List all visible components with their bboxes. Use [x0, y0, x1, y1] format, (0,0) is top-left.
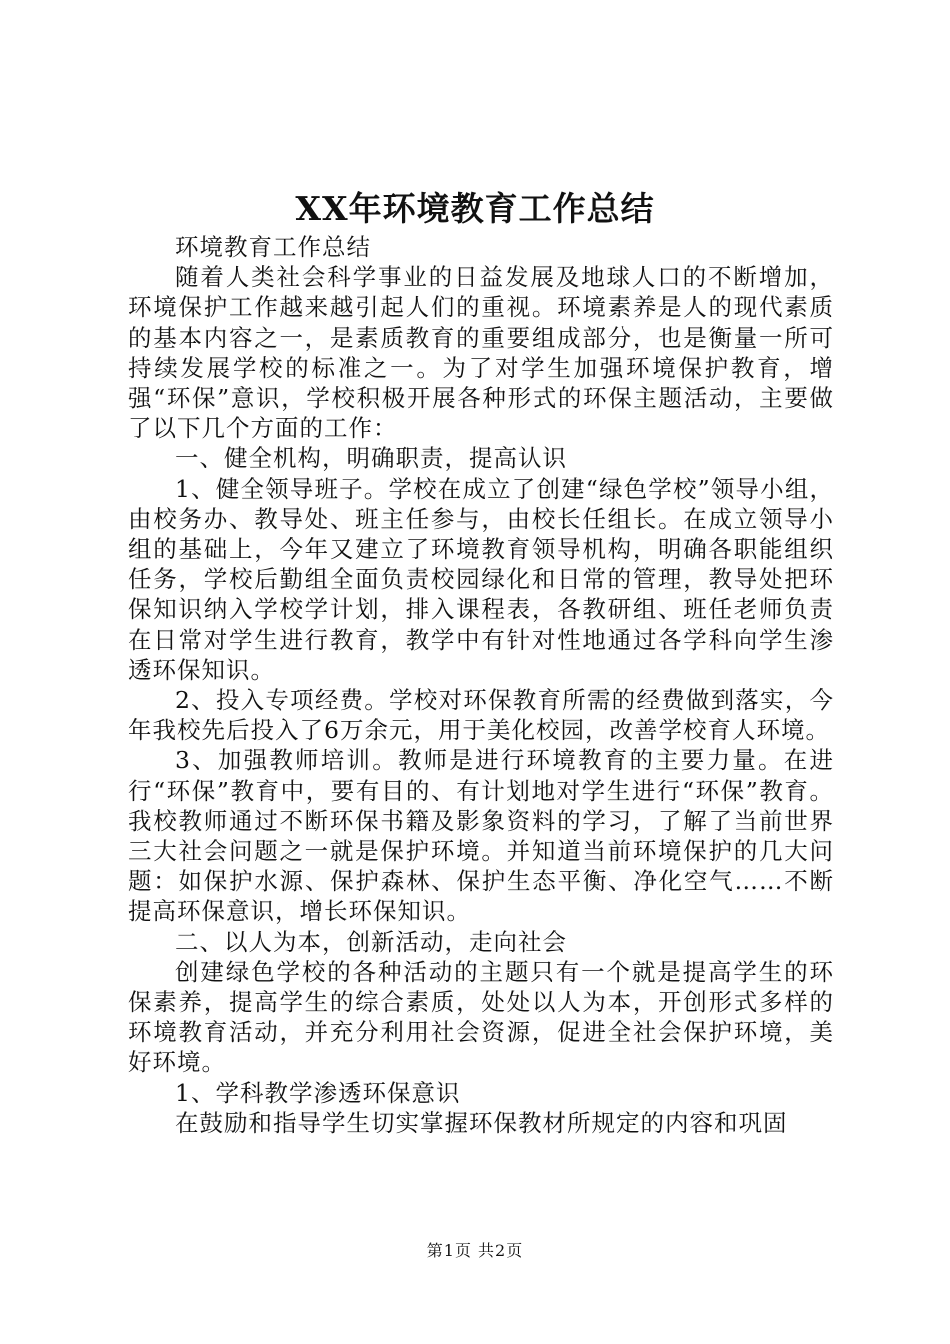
paragraph-heading: 环境教育工作总结	[175, 233, 371, 261]
document-title: XX年环境教育工作总结	[295, 189, 655, 228]
paragraph-section-2: 创建绿色学校的各种活动的主题只有一个就是提高学生的环保素养，提高学生的综合素质，处处以人为本，开创形式多样的环境教育活动，并充分利用社会资源，促进全社会保护环境，美好环境。	[128, 957, 834, 1077]
page-footer: 第1页 共2页	[426, 1241, 524, 1260]
paragraph-item-1: 1、健全领导班子。学校在成立了创建“绿色学校”领导小组，由校务办、教导处、班主任参与，由校长任组长。在成立领导小组的基础上，今年又建立了环境教育领导机构，明确各职能组织任务，学校后勤组全面负责校园绿化和日常的管理，教导处把环保知识纳入学校学计划，排入课程表，各教研组、班任老师负责在日常对学生进行教育，教学中有针对性地通过各学科向学生渗透环保知识。	[128, 474, 834, 684]
paragraph-intro: 随着人类社会科学事业的日益发展及地球人口的不断增加，环境保护工作越来越引起人们的重视。环境素养是人的现代素质的基本内容之一，是素质教育的重要组成部分，也是衡量一所可持续发展学校的标准之一。为了对学生加强环境保护教育，增强“环保”意识，学校积极开展各种形式的环保主题活动，主要做了以下几个方面的工作：	[128, 263, 834, 443]
section-heading-2: 二、以人为本，创新活动，走向社会	[175, 927, 567, 956]
paragraph-subsection-1: 在鼓励和指导学生切实掌握环保教材所规定的内容和巩固	[175, 1108, 788, 1137]
subsection-heading-1: 1、学科教学渗透环保意识	[175, 1078, 461, 1107]
section-heading-1: 一、健全机构，明确职责，提高认识	[175, 444, 567, 473]
paragraph-item-3: 3、加强教师培训。教师是进行环境教育的主要力量。在进行“环保”教育中，要有目的、有计划地对学生进行“环保”教育。我校教师通过不断环保书籍及影象资料的学习，了解了当前世界三大社会问题之一就是保护环境。并知道当前环境保护的几大问题：如保护水源、保护森林、保护生态平衡、净化空气……不断提高环保意识，增长环保知识。	[128, 746, 834, 926]
document-body	[128, 232, 834, 1138]
paragraph-item-2: 2、投入专项经费。学校对环保教育所需的经费做到落实，今年我校先后投入了6万余元，用于美化校园，改善学校育人环境。	[128, 686, 834, 745]
